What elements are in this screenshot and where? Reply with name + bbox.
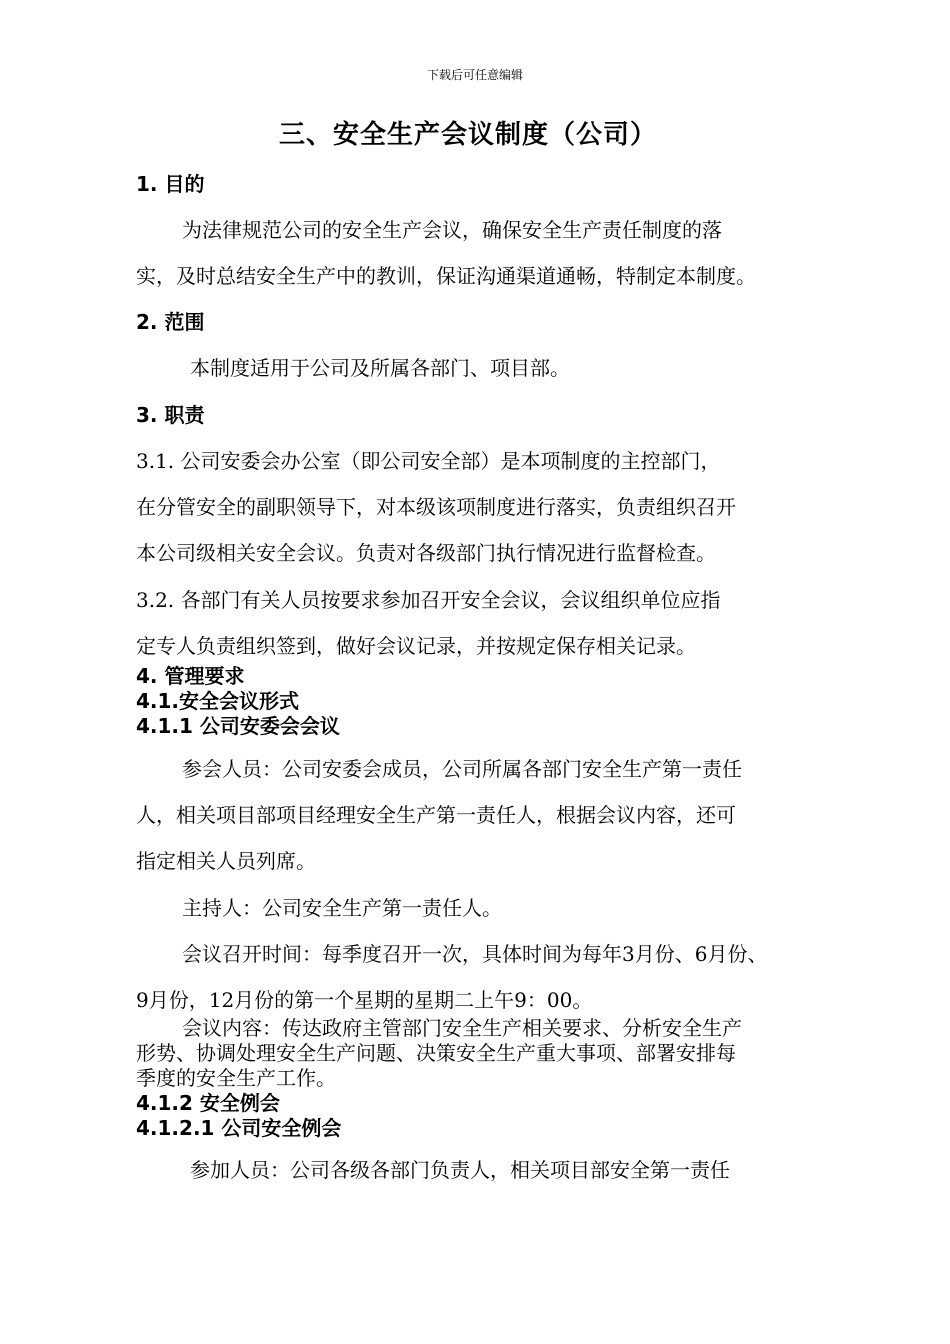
management-paragraph-line: 参加人员：公司各级各部门负责人，相关项目部安全第一责任 [190,1158,730,1182]
management-paragraph-line: 会议召开时间：每季度召开一次，具体时间为每年3月份、6月份、 [182,942,768,966]
subsection-heading: 4.1.安全会议形式 [136,689,300,713]
management-paragraph-line: 会议内容：传达政府主管部门安全生产相关要求、分析安全生产 [182,1016,742,1040]
management-paragraph-line: 季度的安全生产工作。 [136,1066,336,1090]
subsection-heading: 4.1.1 公司安委会会议 [136,714,340,738]
page-title: 三、安全生产会议制度（公司） [278,120,657,150]
purpose-paragraph-line: 实，及时总结安全生产中的教训，保证沟通渠道通畅，特制定本制度。 [136,264,756,288]
management-paragraph-line: 指定相关人员列席。 [136,849,316,873]
management-paragraph-line: 形势、协调处理安全生产问题、决策安全生产重大事项、部署安排每 [136,1041,736,1065]
management-paragraph-line: 9月份，12月份的第一个星期的星期二上午9：00。 [136,988,593,1012]
section-heading-duties: 3. 职责 [136,403,205,427]
section-heading-management: 4. 管理要求 [136,664,245,688]
subsection-heading: 4.1.2 安全例会 [136,1091,280,1115]
section-heading-purpose: 1. 目的 [136,172,205,196]
duties-paragraph-line: 本公司级相关安全会议。负责对各级部门执行情况进行监督检查。 [136,541,716,565]
subsection-heading: 4.1.2.1 公司安全例会 [136,1116,342,1140]
header-note: 下载后可任意编辑 [426,68,523,82]
scope-paragraph-line: 本制度适用于公司及所属各部门、项目部。 [190,356,570,380]
management-paragraph-line: 参会人员：公司安委会成员，公司所属各部门安全生产第一责任 [182,757,742,781]
duties-paragraph-line: 定专人负责组织签到，做好会议记录，并按规定保存相关记录。 [136,634,696,658]
management-paragraph-line: 主持人：公司安全生产第一责任人。 [182,896,502,920]
duties-paragraph-line: 3.2. 各部门有关人员按要求参加召开安全会议，会议组织单位应指 [136,588,721,612]
section-heading-scope: 2. 范围 [136,310,205,334]
management-paragraph-line: 人，相关项目部项目经理安全生产第一责任人，根据会议内容，还可 [136,803,736,827]
duties-paragraph-line: 在分管安全的副职领导下，对本级该项制度进行落实，负责组织召开 [136,495,736,519]
purpose-paragraph-line: 为法律规范公司的安全生产会议，确保安全生产责任制度的落 [182,218,722,242]
duties-paragraph-line: 3.1. 公司安委会办公室（即公司安全部）是本项制度的主控部门， [136,449,721,473]
